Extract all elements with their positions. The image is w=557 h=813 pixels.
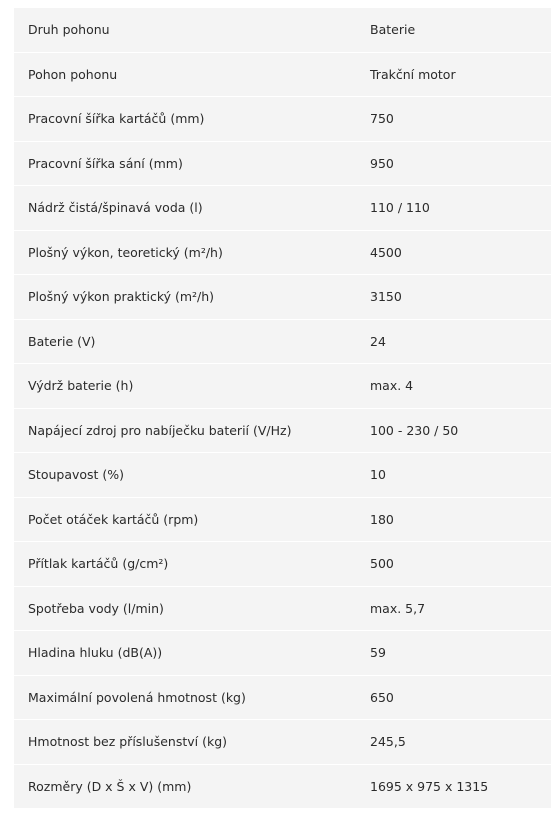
spec-label: Rozměry (D x Š x V) (mm) bbox=[28, 778, 192, 794]
spec-table bbox=[14, 8, 551, 809]
spec-value: max. 5,7 bbox=[370, 600, 426, 616]
spec-value: 750 bbox=[370, 111, 394, 127]
spec-value: 950 bbox=[370, 155, 394, 171]
spec-value: 100 - 230 / 50 bbox=[370, 422, 459, 438]
spec-label: Maximální povolená hmotnost (kg) bbox=[28, 689, 246, 705]
spec-label: Pracovní šířka kartáčů (mm) bbox=[28, 111, 205, 127]
spec-row-battery-runtime bbox=[14, 364, 551, 408]
spec-row-battery-voltage bbox=[14, 320, 551, 364]
spec-row-brush-pressure bbox=[14, 542, 551, 586]
spec-label: Plošný výkon, teoretický (m²/h) bbox=[28, 244, 223, 260]
spec-value: 24 bbox=[370, 333, 386, 349]
spec-value: 110 / 110 bbox=[370, 200, 430, 216]
spec-value: Baterie bbox=[370, 22, 416, 38]
spec-label: Výdrž baterie (h) bbox=[28, 378, 134, 394]
spec-value: 3150 bbox=[370, 289, 402, 305]
spec-value: max. 4 bbox=[370, 378, 414, 394]
spec-row-drive-type bbox=[14, 8, 551, 52]
spec-row-brush-width bbox=[14, 97, 551, 141]
spec-label: Plošný výkon praktický (m²/h) bbox=[28, 289, 215, 305]
spec-row-gradeability bbox=[14, 453, 551, 497]
spec-label: Hladina hluku (dB(A)) bbox=[28, 645, 163, 661]
spec-value: 500 bbox=[370, 556, 394, 572]
spec-value: 1695 x 975 x 1315 bbox=[370, 778, 489, 794]
spec-row-weight-without-accessories bbox=[14, 720, 551, 764]
spec-label: Nádrž čistá/špinavá voda (l) bbox=[28, 200, 203, 216]
spec-label: Spotřeba vody (l/min) bbox=[28, 600, 164, 616]
spec-row-area-performance-theoretical bbox=[14, 231, 551, 275]
spec-value: 4500 bbox=[370, 244, 402, 260]
spec-row-brush-speed bbox=[14, 498, 551, 542]
spec-label: Druh pohonu bbox=[28, 22, 110, 38]
spec-row-water-tank bbox=[14, 186, 551, 230]
spec-value: 59 bbox=[370, 645, 386, 661]
spec-label: Stoupavost (%) bbox=[28, 467, 125, 483]
spec-label: Baterie (V) bbox=[28, 333, 96, 349]
spec-row-suction-width bbox=[14, 142, 551, 186]
spec-value: 180 bbox=[370, 511, 394, 527]
spec-row-noise-level bbox=[14, 631, 551, 675]
spec-row-drive bbox=[14, 53, 551, 97]
spec-label: Počet otáček kartáčů (rpm) bbox=[28, 511, 199, 527]
spec-label: Přítlak kartáčů (g/cm²) bbox=[28, 556, 169, 572]
spec-row-max-weight bbox=[14, 676, 551, 720]
spec-value: 10 bbox=[370, 467, 386, 483]
spec-value: 650 bbox=[370, 689, 394, 705]
spec-row-water-consumption bbox=[14, 587, 551, 631]
spec-label: Napájecí zdroj pro nabíječku baterií (V/Hz) bbox=[28, 422, 292, 438]
spec-value: Trakční motor bbox=[370, 66, 456, 82]
spec-row-area-performance-practical bbox=[14, 275, 551, 319]
spec-value: 245,5 bbox=[370, 734, 406, 750]
spec-row-charger-supply bbox=[14, 409, 551, 453]
spec-label: Hmotnost bez příslušenství (kg) bbox=[28, 734, 228, 750]
spec-label: Pohon pohonu bbox=[28, 66, 118, 82]
spec-row-dimensions bbox=[14, 765, 551, 809]
spec-label: Pracovní šířka sání (mm) bbox=[28, 155, 183, 171]
